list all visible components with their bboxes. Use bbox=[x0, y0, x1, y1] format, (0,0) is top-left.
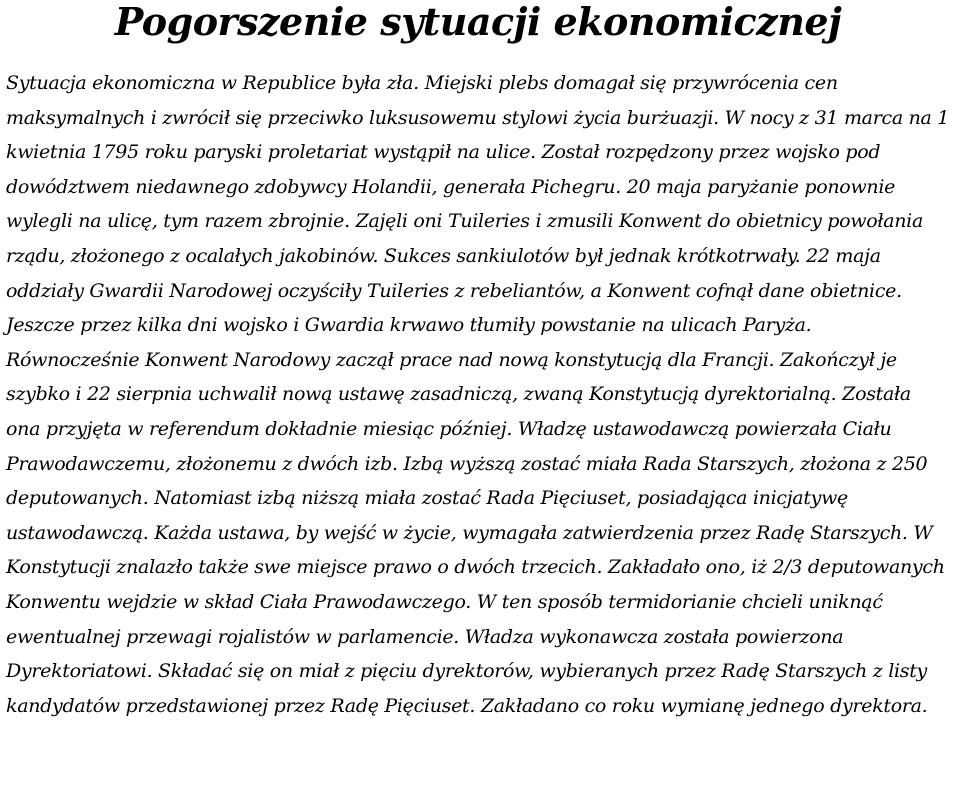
slide-body-text: Sytuacja ekonomiczna w Republice była zła. Miejski plebs domagał się przywrócenia cen maksymalnych i zwrócił się przeciwko luksusowemu stylowi życia burżuazji. W nocy z 31 marca na 1 kwietnia 1795 roku paryski proletariat wystąpił na ulice. Został rozpędzony przez wojsko pod dowództwem niedawnego zdobywcy Holandii, generała Pichegru. 20 maja paryżanie ponownie wylegli na ulicę, tym razem zbrojnie. Zajęli oni Tuileries i zmusili Konwent do obietnicy powołania rządu, złożonego z ocalałych jakobinów. Sukces sankiulotów był jednak krótkotrwały. 22 maja oddziały Gwardii Narodowej oczyściły Tuileries z rebeliantów, a Konwent cofnął dane obietnice. Jeszcze przez kilka dni wojsko i Gwardia krwawo tłumiły powstanie na ulicach Paryża. Równocześnie Konwent Narodowy zaczął prace nad nową konstytucją dla Francji. Zakończył je szybko i 22 sierpnia uchwalił nową ustawę zasadniczą, zwaną Konstytucją dyrektorialną. Została ona przyjęta w referendum dokładnie miesiąc później. Władzę ustawodawczą powierzała Ciału Prawodawczemu, złożonemu z dwóch izb. Izbą wyższą zostać miała Rada Starszych, złożona z 250 deputowanych. Natomiast izbą niższą miała zostać Rada Pięciuset, posiadająca inicjatywę ustawodawczą. Każda ustawa, by wejść w życie, wymagała zatwierdzenia przez Radę Starszych. W Konstytucji znalazło także swe miejsce prawo o dwóch trzecich. Zakładało ono, iż 2/3 deputowanych Konwentu wejdzie w skład Ciała Prawodawczego. W ten sposób termidorianie chcieli uniknąć ewentualnej przewagi rojalistów w parlamencie. Władza wykonawcza została powierzona Dyrektoriatowi. Składać się on miał z pięciu dyrektorów, wybieranych przez Radę Starszych z listy kandydatów przedstawionej przez Radę Pięciuset. Zakładano co roku wymianę jednego dyrektora. bbox=[6, 72, 950, 717]
slide-title: Pogorszenie sytuacji ekonomicznej bbox=[114, 0, 842, 44]
